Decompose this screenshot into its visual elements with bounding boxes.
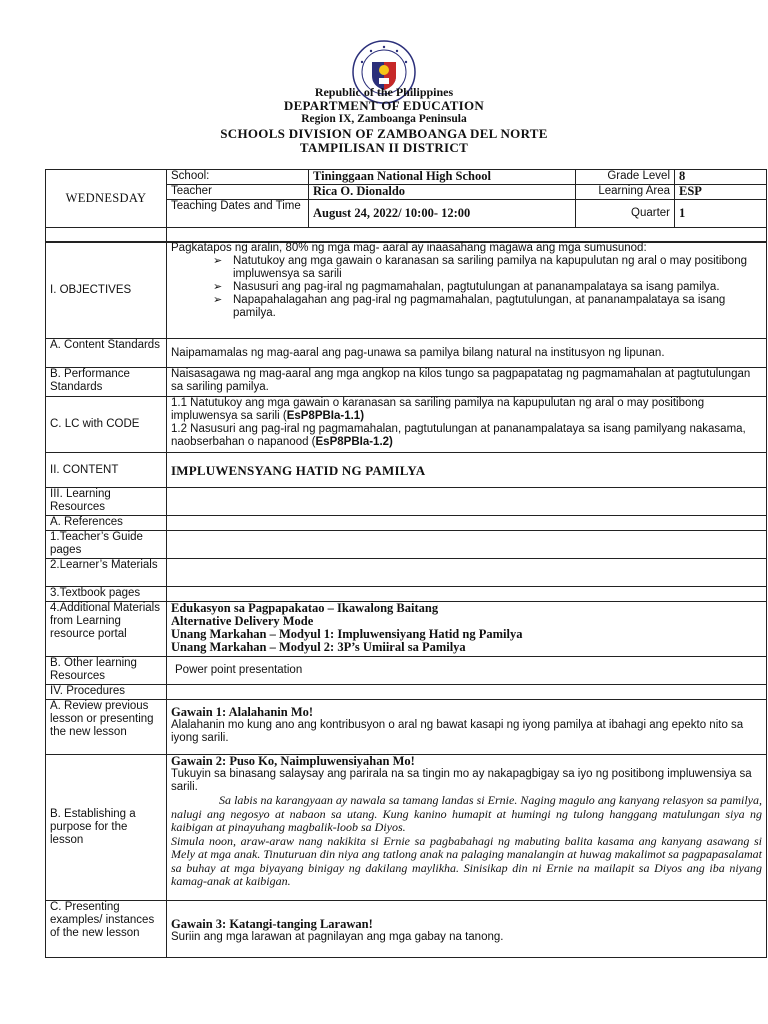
teaching-dates-label: Teaching Dates and Time [167,200,309,228]
objective-item: ➢ Napapahalagahan ang pag-iral ng pagmamahalan, pagtutulungan, at pananampalataya sa isang pamilya. [213,294,762,320]
quarter-value: 1 [675,200,767,228]
lc-code-label: C. LC with CODE [46,397,167,453]
header-region: Region IX, Zamboanga Peninsula [301,113,467,125]
additional-materials-cell [167,602,767,657]
gawain-3-text: Suriin ang mga larawan at pagnilayan ang mga gabay na tanong. [171,931,504,943]
objectives-cell [167,242,767,339]
lc-item-2: 1.2 Nasusuri ang pag-iral ng pagmamahalan, pagtutulungan at pananampalataya sa isang pamilyang nakasama, naobserbahan o napanood (EsP8PBIa-1.2) [171,423,746,448]
additional-material-line: Alternative Delivery Mode [171,614,314,628]
learners-materials-cell [167,559,767,587]
procedures-label: IV. Procedures [46,685,167,700]
presenting-examples-label: C. Presenting examples/ instances of the new lesson [46,901,167,958]
objective-item: ➢ Nasusuri ang pag-iral ng pagmamahalan, pagtutulungan at pananampalataya sa isang pamilya. [213,281,762,294]
learning-area-value: ESP [675,185,767,200]
content-standards-label: A. Content Standards [46,339,167,368]
header-department: DEPARTMENT OF EDUCATION [283,98,485,113]
lc-item-1: 1.1 Natutukoy ang mga gawain o karanasan sa sariling pamilya na kapupulutan ng aral o may positibong impluwensya sa sarili (EsP8PBIa-1.1) [171,397,705,422]
gawain-2-text: Tukuyin sa binasang salaysay ang parirala na sa tingin mo ay nakapagbigay sa iyo ng positibong impluwensiya sa sarili. [171,768,752,793]
other-resources-label: B. Other learning Resources [46,657,167,685]
lesson-plan-table [45,241,767,958]
grade-level-value: 8 [675,170,767,185]
school-label: School: [167,170,309,185]
review-lesson-label: A. Review previous lesson or presenting the new lesson [46,700,167,755]
gawain-2-title: Gawain 2: Puso Ko, Naimpluwensiyahan Mo! [171,754,415,768]
presenting-examples-cell [167,901,767,958]
additional-material-line: Unang Markahan – Modyul 2: 3P’s Umiiral sa Pamilya [171,640,466,654]
header-division: SCHOOLS DIVISION OF ZAMBOANGA DEL NORTE [220,126,548,141]
objectives-label: I. OBJECTIVES [46,242,167,339]
references-cell [167,516,767,531]
learning-resources-cell [167,488,767,516]
lc-code-2: EsP8PBIa-1.2) [315,436,393,448]
learners-materials-label: 2.Learner’s Materials [46,559,167,587]
teacher-label: Teacher [167,185,309,200]
other-resources-value: Power point presentation [167,657,767,685]
content-standards-value: Naipamamalas ng mag-aaral ang pag-unawa sa pamilya bilang natural na institusyon ng lipunan. [167,339,767,368]
story-paragraph-2: Simula noon, araw-araw nang nakikita si Ernie sa pagbabahagi ng mabuting balita kasama ang kanyang asawang si Mely at mga anak. Tinuturuan din niya ang tatlong anak na palaging manalangin at huwag makalimot sa pagpapasalamat sa buhay at mga biyayang binigay ng dakilang maylikha. Sinisikap din ni Ernie na mailapit sa Diyos ang iba niyang kamag-anak at kaibigan. [171,833,762,888]
objective-item: ➢ Natutukoy ang mga gawain o karanasan sa sariling pamilya na kapupulutan ng aral o may positibong impluwensya sa sarili [213,255,762,281]
teacher-value: Rica O. Dionaldo [309,185,576,200]
learning-area-label: Learning Area [576,185,675,200]
additional-materials-label: 4.Additional Materials from Learning resource portal [46,602,167,657]
story-paragraph-1: Sa labis na karangyaan ay nawala sa tamang landas si Ernie. Naging magulo ang kanyang relasyon sa pamilya, nalugi ang negosyo at nabaon sa utang. Kung kanino humapit at humingi ng tulong hanggang matulungan siya ng kaibigan at pinayuhang magbalik-loob sa Diyos. [171,793,762,834]
school-value: Tininggaan National High School [309,170,576,185]
additional-material-line: Edukasyon sa Pagpapakatao – Ikawalong Baitang [171,601,439,615]
quarter-label: Quarter [576,200,675,228]
gawain-1-title: Gawain 1: Alalahanin Mo! [171,705,314,719]
objectives-intro: Pagkatapos ng aralin, 80% ng mga mag- aaral ay inaasahang magawa ang mga sumusunod: [171,242,647,254]
grade-level-label: Grade Level [576,170,675,185]
header-republic: Republic of the Philippines [314,85,454,99]
info-table [45,169,767,243]
lc-code-1: EsP8PBIa-1.1) [286,410,365,422]
gawain-1-text: Alalahanin mo kung ano ang kontribusyon o aral ng bawat kasapi ng iyong pamilya at ibahagi ang epekto nito sa iyong sarili. [171,719,744,744]
teachers-guide-label: 1.Teacher’s Guide pages [46,531,167,559]
teachers-guide-cell [167,531,767,559]
additional-material-line: Unang Markahan – Modyul 1: Impluwensiyang Hatid ng Pamilya [171,627,523,641]
procedures-cell [167,685,767,700]
lc-code-cell [167,397,767,453]
review-lesson-cell [167,700,767,755]
establishing-purpose-cell [167,755,767,901]
learning-resources-label: III. Learning Resources [46,488,167,516]
header-district: TAMPILISAN II DISTRICT [299,140,469,155]
textbook-pages-cell [167,587,767,602]
day-cell: WEDNESDAY [46,170,167,228]
references-label: A. References [46,516,167,531]
gawain-3-title: Gawain 3: Katangi-tanging Larawan! [171,917,373,931]
content-label: II. CONTENT [46,453,167,488]
performance-standards-value: Naisasagawa ng mag-aaral ang mga angkop na kilos tungo sa pagpapatatag ng pagmamahalan at pagtutulungan sa sariling pamilya. [167,368,767,397]
objectives-list [171,255,762,320]
content-value: IMPLUWENSYANG HATID NG PAMILYA [167,453,767,488]
textbook-pages-label: 3.Textbook pages [46,587,167,602]
establishing-purpose-label: B. Establishing a purpose for the lesson [46,755,167,901]
performance-standards-label: B. Performance Standards [46,368,167,397]
teaching-dates-value: August 24, 2022/ 10:00- 12:00 [309,200,576,228]
